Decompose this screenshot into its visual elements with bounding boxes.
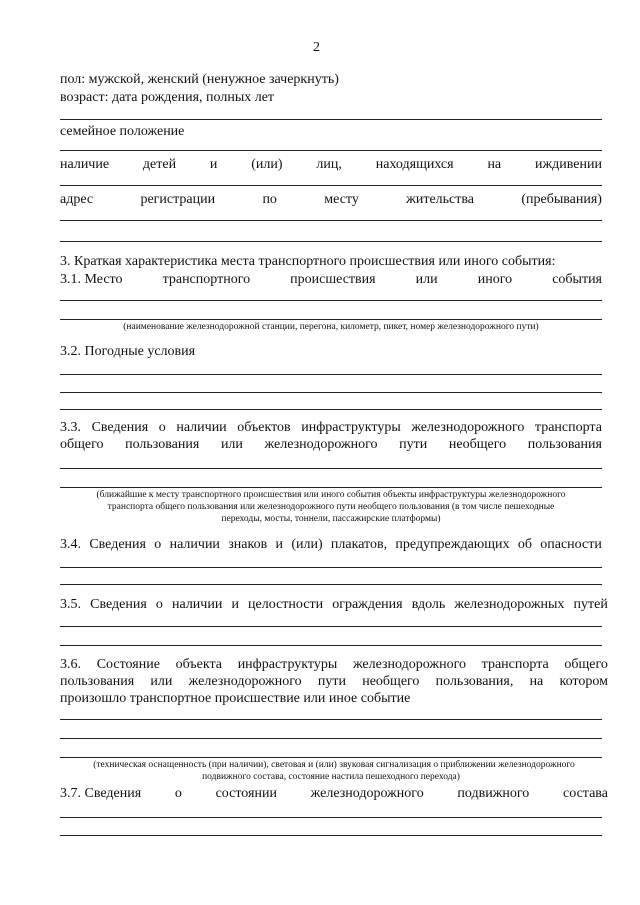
word: железнодорожных bbox=[454, 597, 565, 612]
word: Состояние bbox=[96, 657, 160, 672]
section3-4-answer-line-2 bbox=[60, 584, 602, 585]
word: целостности bbox=[248, 597, 324, 612]
section3-4-answer-line-1 bbox=[60, 567, 602, 568]
section3-3-note-line1: (ближайшие к месту транспортного происшествия или иного события объекты инфраструктуры железнодорожного bbox=[96, 490, 566, 500]
section3-7-answer-line-2 bbox=[60, 835, 602, 836]
word: (или) bbox=[291, 537, 323, 552]
word: и bbox=[231, 597, 239, 612]
word: или bbox=[150, 674, 173, 689]
section3-7-label bbox=[60, 786, 608, 802]
section3-3-note-line2: транспорта общего пользования или железнодорожного пути необщего пользования (в том числе пешеходные bbox=[107, 502, 555, 512]
section3-6-label-line1 bbox=[60, 657, 608, 673]
word: подвижного bbox=[457, 786, 530, 801]
word: объектов bbox=[237, 420, 291, 435]
word: на bbox=[529, 674, 544, 689]
address-answer-line-1 bbox=[60, 220, 602, 221]
word: вдоль bbox=[411, 597, 446, 612]
word: ограждения bbox=[332, 597, 403, 612]
word: происшествия bbox=[290, 272, 376, 287]
word: наличии bbox=[176, 420, 227, 435]
word: о bbox=[154, 537, 162, 552]
word: предупреждающих bbox=[395, 537, 510, 552]
word: наличие bbox=[60, 157, 110, 172]
word: наличии bbox=[169, 537, 220, 552]
word: о bbox=[155, 597, 163, 612]
word: о bbox=[174, 786, 182, 801]
word: или bbox=[220, 437, 243, 452]
dependents-answer-line bbox=[60, 185, 602, 186]
word: железнодорожного bbox=[310, 786, 424, 801]
word: регистрации bbox=[140, 192, 216, 207]
address-answer-line-2 bbox=[60, 241, 602, 242]
section3-6-answer-line-3 bbox=[60, 757, 602, 758]
word: пути bbox=[317, 674, 346, 689]
word: железнодорожного bbox=[411, 420, 525, 435]
word: состоянии bbox=[215, 786, 277, 801]
section3-5-label bbox=[60, 597, 608, 613]
word: пользования bbox=[527, 437, 602, 452]
address-label bbox=[60, 192, 602, 208]
word: (или) bbox=[251, 157, 283, 172]
word: или bbox=[415, 272, 438, 287]
section3-1-note: (наименование железнодорожной станции, перегона, километр, пикет, номер железнодорожного пути) bbox=[123, 322, 539, 332]
word: необщего bbox=[448, 437, 507, 452]
word: наличии bbox=[171, 597, 223, 612]
word: Сведения bbox=[91, 420, 149, 435]
section3-2-answer-line-3 bbox=[60, 409, 602, 410]
section3-4-label bbox=[60, 537, 602, 553]
section3-1-answer-line-2 bbox=[60, 319, 602, 320]
marital-status-label: семейное положение bbox=[60, 124, 185, 139]
section3-2-label: 3.2. Погодные условия bbox=[60, 344, 196, 359]
word: 3.4. bbox=[60, 537, 81, 552]
section3-6-answer-line-1 bbox=[60, 719, 602, 720]
word: путей bbox=[573, 597, 608, 612]
section3-3-answer-line-1 bbox=[60, 468, 602, 469]
word: общего bbox=[60, 437, 104, 452]
section3-1-answer-line-1 bbox=[60, 300, 602, 301]
word: железнодорожного bbox=[188, 674, 302, 689]
section3-6-label-line2 bbox=[60, 674, 608, 690]
word: на bbox=[487, 157, 502, 172]
word: 3.1. Место bbox=[60, 272, 123, 287]
section3-3-label-line2 bbox=[60, 437, 602, 453]
word: транспорта bbox=[534, 420, 602, 435]
word: иждивении bbox=[535, 157, 602, 172]
age-answer-line bbox=[60, 119, 602, 120]
word: и bbox=[275, 537, 283, 552]
word: железнодорожного bbox=[264, 437, 378, 452]
word: котором bbox=[559, 674, 608, 689]
word: месту bbox=[324, 192, 359, 207]
word: 3.7. Сведения bbox=[60, 786, 142, 801]
sex-field-label: пол: мужской, женский (ненужное зачеркнуть) bbox=[60, 72, 339, 87]
word: общего bbox=[564, 657, 608, 672]
word: иного bbox=[477, 272, 513, 287]
word: события bbox=[552, 272, 602, 287]
word: по bbox=[262, 192, 277, 207]
section3-5-answer-line-2 bbox=[60, 645, 602, 646]
page-number: 2 bbox=[313, 40, 320, 55]
word: 3.3. bbox=[60, 420, 81, 435]
word: об bbox=[517, 537, 532, 552]
word: детей bbox=[142, 157, 177, 172]
word: о bbox=[158, 420, 166, 435]
word: и bbox=[209, 157, 218, 172]
word: железнодорожного bbox=[352, 657, 466, 672]
word: (пребывания) bbox=[521, 192, 602, 207]
word: состава bbox=[563, 786, 608, 801]
section3-1-label bbox=[60, 272, 602, 288]
section3-3-note-line3: переходы, мосты, тоннели, пассажирские платформы) bbox=[221, 514, 441, 524]
word: 3.5. bbox=[60, 597, 81, 612]
word: пользования, bbox=[435, 674, 514, 689]
word: плакатов, bbox=[330, 537, 388, 552]
word: инфраструктуры bbox=[301, 420, 401, 435]
word: Сведения bbox=[89, 537, 146, 552]
section3-6-answer-line-2 bbox=[60, 738, 602, 739]
word: необщего bbox=[362, 674, 420, 689]
section3-3-label-line1 bbox=[60, 420, 602, 436]
word: объекта bbox=[175, 657, 222, 672]
section3-6-label-line3: произошло транспортное происшествие или иное событие bbox=[60, 691, 411, 706]
word: опасности bbox=[540, 537, 602, 552]
section3-6-note-line2: подвижного состава, состояние настила пешеходного перехода) bbox=[202, 772, 460, 782]
marital-status-answer-line bbox=[60, 150, 602, 151]
word: находящихся bbox=[375, 157, 454, 172]
word: инфраструктуры bbox=[237, 657, 338, 672]
word: 3.6. bbox=[60, 657, 81, 672]
word: пути bbox=[399, 437, 428, 452]
dependents-label bbox=[60, 157, 602, 173]
section3-title: 3. Краткая характеристика места транспортного происшествия или иного события: bbox=[60, 254, 556, 269]
word: лиц, bbox=[316, 157, 342, 172]
age-field-label: возраст: дата рождения, полных лет bbox=[60, 90, 275, 105]
section3-2-answer-line-2 bbox=[60, 392, 602, 393]
word: адрес bbox=[60, 192, 94, 207]
word: жительства bbox=[406, 192, 475, 207]
word: транспортного bbox=[162, 272, 251, 287]
section3-6-note-line1: (техническая оснащенность (при наличии), световая и (или) звуковая сигнализация о приближении железнодорожного bbox=[93, 760, 575, 770]
word: Сведения bbox=[90, 597, 147, 612]
word: знаков bbox=[228, 537, 268, 552]
section3-2-answer-line-1 bbox=[60, 374, 602, 375]
word: пользования bbox=[125, 437, 200, 452]
section3-7-answer-line-1 bbox=[60, 817, 602, 818]
word: транспорта bbox=[481, 657, 549, 672]
section3-5-answer-line-1 bbox=[60, 626, 602, 627]
word: пользования bbox=[60, 674, 135, 689]
section3-3-answer-line-2 bbox=[60, 487, 602, 488]
